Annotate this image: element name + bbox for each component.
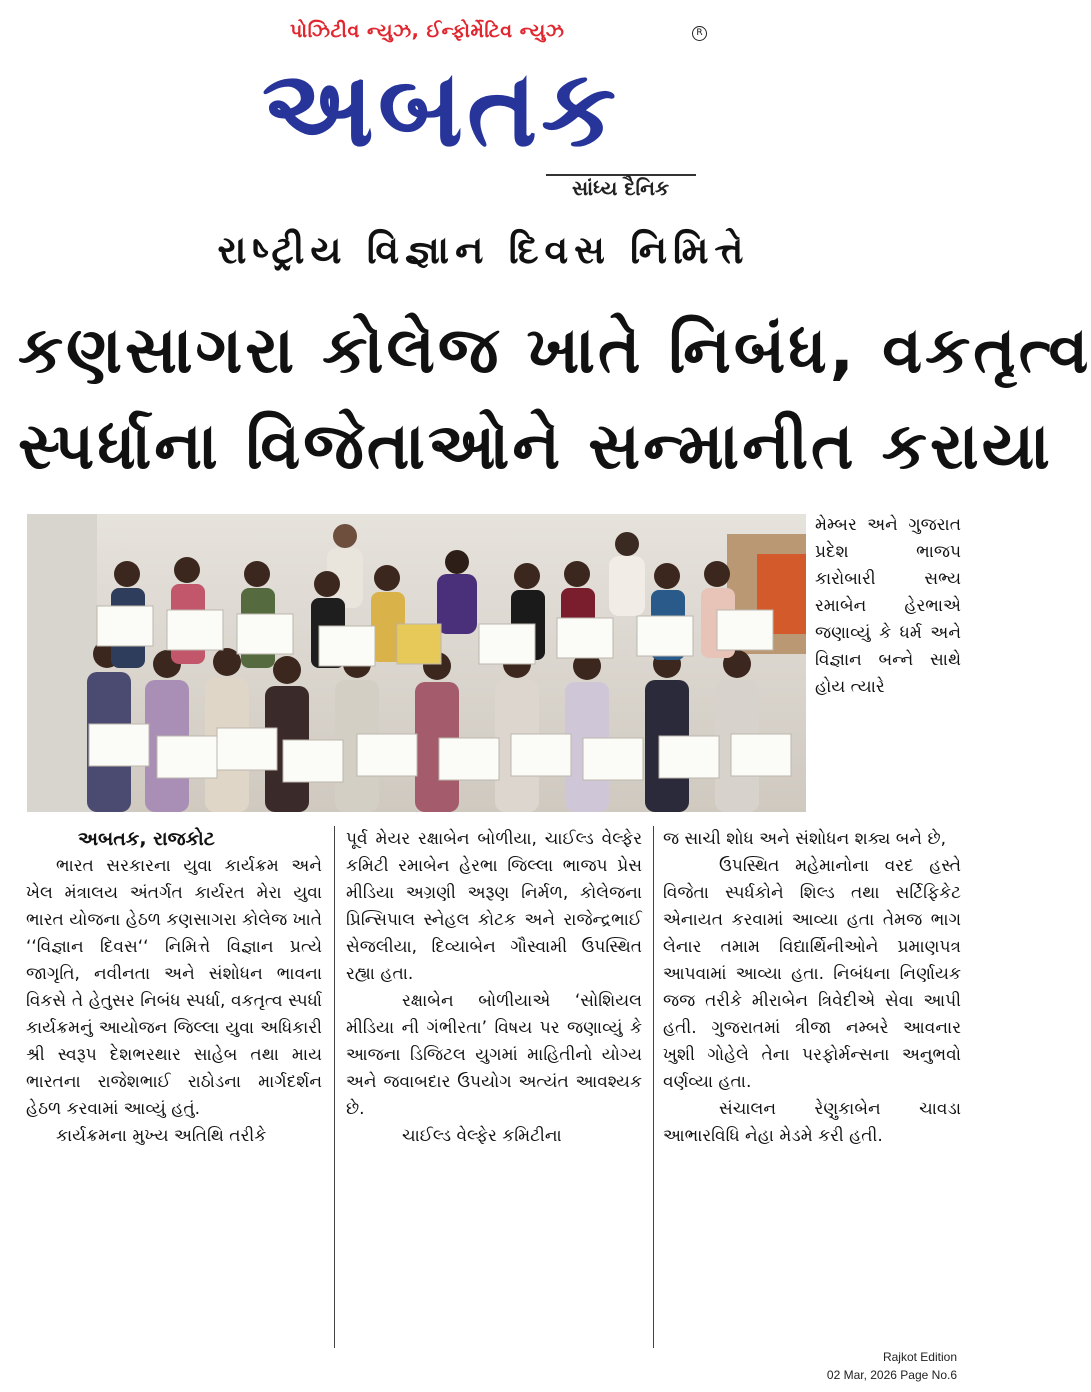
group-photo — [27, 514, 806, 812]
masthead-tagline: પોઝિટીવ ન્યુઝ, ઈન્ફોર્મેટિવ ન્યુઝ — [290, 20, 565, 42]
dateline: અબતક, રાજકોટ — [78, 828, 215, 850]
registered-mark-icon: R — [692, 26, 707, 41]
sidebar-paragraph: મેમ્બર અને ગુજરાત પ્રદેશ ભાજપ કારોબારી સભ્ય રમાબેન હેરભાએ જણાવ્યું કે ધર્મ અને વિજ્ઞાન બન્ને સાથે હોય ત્યારે — [815, 515, 961, 697]
article-paragraph: જ સાચી શોધ અને સંશોધન શક્ય બને છે, — [663, 829, 947, 849]
group-photo-illustration — [27, 514, 806, 812]
masthead — [0, 0, 967, 215]
article-column-1 — [26, 826, 322, 1150]
article-paragraph: ભારત સરકારના યુવા કાર્યક્રમ અને ખેલ મંત્રાલય અંતર્ગત કાર્યરત મેરા યુવા ભારત યોજના હેઠળ કણસાગરા કોલેજ ખાતે ‘‘વિજ્ઞાન દિવસ‘‘ નિમિત્તે વિજ્ઞાન પ્રત્યે જાગૃતિ, નવીનતા અને સંશોધન ભાવના વિકસે તે હેતુસર નિબંધ સ્પર્ધા, વકતૃત્વ સ્પર્ધા કાર્યક્રમનું આયોજન જિલ્લા યુવા અધિકારી શ્રી સ્વરૂપ દેશભરથાર સાહેબ તથા માય ભારતના રાજેશભાઈ રાઠોડના માર્ગદર્શન હેઠળ કરવામાં આવ્યું હતું. — [26, 856, 322, 1119]
article-kicker: રાષ્ટ્રીય વિજ્ઞાન દિવસ નિમિત્તે — [217, 228, 750, 272]
column-divider — [334, 826, 335, 1348]
article-paragraph: પૂર્વ મેયર રક્ષાબેન બોળીયા, ચાઈલ્ડ વેલ્ફેર કમિટી રમાબેન હેરભા જિલ્લા ભાજપ પ્રેસ મીડિયા અગ્રણી અરૂણ નિર્મળ, કોલેજના પ્રિન્સિપાલ સ્નેહલ કોટક અને રાજેન્દ્રભાઈ સેજલીયા, દિવ્યાબેન ગૌસ્વામી ઉપસ્થિત રહ્યા હતા. — [346, 829, 642, 984]
article-paragraph: ચાઈલ્ડ વેલ્ફેર કમિટીના — [402, 1126, 562, 1146]
column-divider — [653, 826, 654, 1348]
article-paragraph: સંચાલન રેણુકાબેન ચાવડા આભારવિધિ નેહા મેડમે કરી હતી. — [663, 1099, 961, 1146]
footer-date-page: 02 Mar, 2026 Page No.6 — [826, 1368, 957, 1382]
footer-edition: Rajkot Edition — [882, 1350, 957, 1364]
logo-wordmark: અબતક — [262, 47, 621, 170]
article-column-3 — [663, 826, 961, 1150]
newspaper-logo — [262, 44, 702, 174]
article-paragraph: કાર્યક્રમના મુખ્ય અતિથિ તરીકે — [56, 1126, 267, 1146]
edition-type: સાંધ્ય દૈનિક — [572, 176, 670, 200]
article-paragraph: રક્ષાબેન બોળીયાએ ‘સોશિયલ મીડિયા ની ગંભીરતા’ વિષય પર જણાવ્યું કે આજના ડિજિટલ યુગમાં માહિતીનો યોગ્ય અને જવાબદાર ઉપયોગ અત્યંત આવશ્યક છે. — [346, 991, 642, 1119]
headline-line-2: સ્પર્ધાના વિજેતાઓને સન્માનીત કરાયા — [18, 410, 1053, 484]
sidebar-column — [815, 512, 961, 701]
article-paragraph: ઉપસ્થિત મહેમાનોના વરદ હસ્તે વિજેતા સ્પર્ધકોને શિલ્ડ તથા સર્ટિફિકેટ એનાયત કરવામાં આવ્યા હતા તેમજ ભાગ લેનાર તમામ વિદ્યાર્થિનીઓને પ્રમાણપત્ર આપવામાં આવ્યા હતા. નિબંધના નિર્ણાયક જજ તરીકે મીરાબેન ત્રિવેદીએ સેવા આપી હતી. ગુજરાતમાં ત્રીજા નમ્બરે આવનાર ખુશી ગોહેલે તેના પરફોર્મન્સના અનુભવો વર્ણવ્યા હતા. — [663, 856, 961, 1092]
headline-line-1: કણસાગરા કોલેજ ખાતે નિબંધ, વકતૃત્વ — [18, 314, 1091, 388]
article-column-2 — [346, 826, 642, 1150]
